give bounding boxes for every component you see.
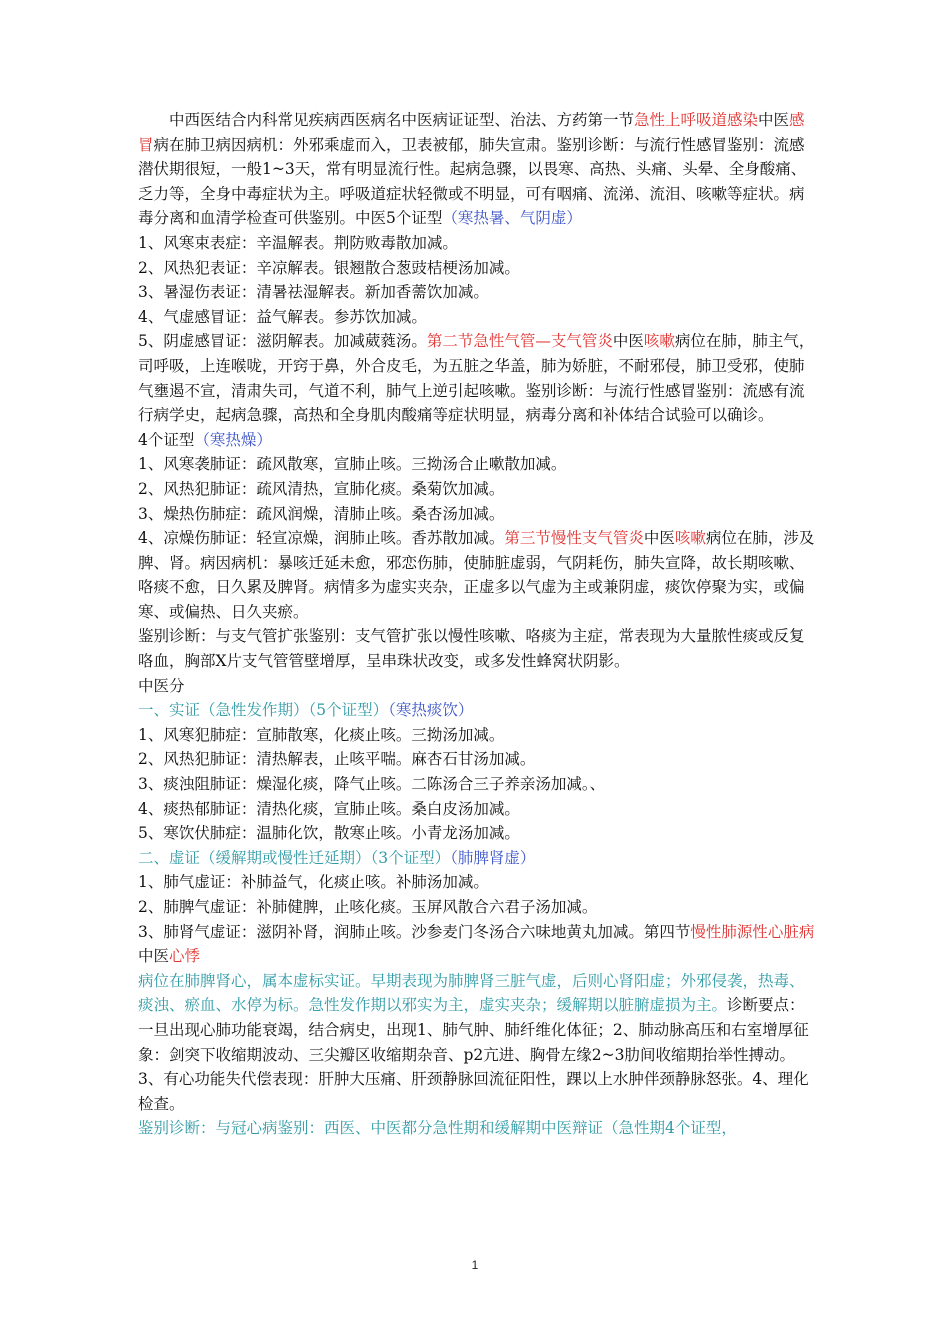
- highlighted-text: 二、虚证（缓解期或慢性迁延期）（3个证型）: [138, 848, 451, 867]
- paragraph: [138, 821, 818, 846]
- body-text: 中医分: [138, 676, 185, 695]
- body-text: 鉴别诊断：与支气管扩张鉴别：支气管扩张以慢性咳嗽、咯痰为主症，常表现为大量脓性痰或反复咯血，胸部X片支气管管壁增厚，呈串珠状改变，或多发性蜂窝状阴影。: [138, 627, 805, 671]
- paragraph: [138, 772, 818, 797]
- body-text: 2、风热犯肺证：清热解表，止咳平喘。麻杏石甘汤加减。: [138, 750, 536, 769]
- body-text: 中医: [643, 529, 675, 548]
- body-text: 1、肺气虚证：补肺益气，化痰止咳。补肺汤加减。: [138, 873, 489, 892]
- highlighted-text: 一、实证（急性发作期）（5个证型）: [138, 701, 389, 720]
- highlighted-text: 咳嗽: [674, 529, 706, 548]
- paragraph: [138, 452, 818, 477]
- body-text: 2、肺脾气虚证：补肺健脾，止咳化痰。玉屏风散合六君子汤加减。: [138, 898, 598, 916]
- paragraph: [138, 477, 818, 502]
- body-text: 1、风寒束表症：辛温解表。荆防败毒散加减。: [138, 233, 458, 252]
- paragraph: [138, 846, 818, 871]
- body-text: 病位在肺，涉及脾、肾。病因病机：暴咳迁延未愈，邪恋伤肺，使肺脏虚弱，气阴耗伤，肺失宣降，故长期咳嗽、咯痰不愈，日久累及脾肾。病情多为虚实夹杂，正虚多以气虚为主或兼阴虚，痰饮停聚为实，或偏寒、或偏热、日久夹瘀。: [138, 529, 815, 621]
- highlighted-text: （肺脾肾虚）: [450, 848, 536, 867]
- paragraph: [138, 723, 818, 748]
- highlighted-text: 第三节慢性支气管炎: [504, 529, 644, 548]
- highlighted-text: 心悸: [169, 947, 201, 966]
- body-text: 1、风寒犯肺症：宣肺散寒，化痰止咳。三拗汤加减。: [138, 725, 505, 744]
- paragraph: [138, 870, 818, 895]
- paragraph: [138, 305, 818, 330]
- body-text: 5、阴虚感冒证：滋阴解表。加减葳蕤汤。: [138, 332, 427, 351]
- paragraph: [138, 747, 818, 772]
- paragraph: [138, 920, 818, 969]
- paragraph: [138, 428, 818, 453]
- body-text: 4、凉燥伤肺证：轻宣凉燥，润肺止咳。香苏散加减。: [138, 529, 505, 548]
- body-text: 2、风热犯表证：辛凉解表。银翘散合葱豉桔梗汤加减。: [138, 258, 520, 277]
- paragraph: [138, 502, 818, 527]
- paragraph: [138, 329, 818, 427]
- body-text: 中医: [758, 111, 790, 129]
- paragraph: [138, 256, 818, 281]
- highlighted-text: 第二节急性气管—支气管炎: [426, 332, 613, 351]
- paragraph: [138, 280, 818, 305]
- body-text: 中医: [612, 332, 644, 351]
- paragraph: [138, 108, 818, 231]
- body-text: 中医: [138, 947, 170, 966]
- paragraph: [138, 526, 818, 624]
- body-text: 4个证型: [138, 430, 195, 449]
- paragraph: [138, 1116, 818, 1141]
- paragraph: [138, 674, 818, 699]
- body-text: 3、肺肾气虚证：滋阴补肾，润肺止咳。沙参麦门冬汤合六味地黄丸加减。第四节: [138, 922, 691, 941]
- paragraph: [138, 797, 818, 822]
- body-text: 病位在肺，肺主气，司呼吸，上连喉咙，开窍于鼻，外合皮毛，为五脏之华盖，肺为娇脏，不耐邪侵，肺卫受邪，使肺气壅遏不宣，清肃失司，气道不利，肺气上逆引起咳嗽。鉴别诊断：与流行性感冒鉴别：流感有流行病学史，起病急骤，高热和全身肌肉酸痛等症状明显，病毒分离和补体结合试验可以确诊。: [138, 332, 815, 425]
- highlighted-text: 慢性肺源性心脏病: [690, 922, 815, 941]
- paragraph: [138, 969, 818, 1117]
- body-text: 病在肺卫病因病机：外邪乘虚而入，卫表被郁，肺失宣肃。鉴别诊断：与流行性感冒鉴别：流感潜伏期很短，一般1~3天，常有明显流行性。起病急骤，以畏寒、高热、头痛、头晕、全身酸痛、乏力等，全身中毒症状为主。呼吸道症状轻微或不明显，可有咽痛、流涕、流泪、咳嗽等症状。病毒分离和血清学检查可供鉴别。中医5个证型: [138, 135, 807, 228]
- highlighted-text: 咳嗽: [643, 332, 675, 351]
- highlighted-text: 感冒: [138, 111, 805, 154]
- highlighted-text: 病位在肺脾肾心，属本虚标实证。早期表现为肺脾肾三脏气虚，后则心肾阳虚；外邪侵袭，热毒、痰浊、瘀血、水停为标。急性发作期以邪实为主，虚实夹杂；缓解期以脏腑虚损为主。: [138, 971, 805, 1015]
- page-number: 1: [471, 1258, 479, 1272]
- body-text: 4、痰热郁肺证：清热化痰，宣肺止咳。桑白皮汤加减。: [138, 799, 520, 818]
- paragraph: [138, 231, 818, 256]
- paragraph: [138, 624, 818, 673]
- body-text: 5、寒饮伏肺症：温肺化饮，散寒止咳。小青龙汤加减。: [138, 824, 520, 843]
- highlighted-text: （寒热痰饮）: [388, 701, 474, 720]
- document-body: [138, 108, 818, 1141]
- body-text: 诊断要点：一旦出现心肺功能衰竭，结合病史，出现1、肺气肿、肺纤维化体征；2、肺动脉高压和右室增厚征象：剑突下收缩期波动、三尖瓣区收缩期杂音、p2亢进、胸骨左缘2~3肋间收缩期抬举性搏动。3、有心功能失代偿表现：肝肿大压痛、肝颈静脉回流征阳性，踝以上水肿伴颈静脉怒张。4、理化检查。: [138, 996, 809, 1113]
- body-text: 4、气虚感冒证：益气解表。参苏饮加减。: [138, 307, 427, 326]
- body-text: 1、风寒袭肺证：疏风散寒，宣肺止咳。三拗汤合止嗽散加减。: [138, 455, 567, 474]
- body-text: 2、风热犯肺证：疏风清热，宣肺化痰。桑菊饮加减。: [138, 479, 505, 498]
- body-text: 3、燥热伤肺症：疏风润燥，清肺止咳。桑杏汤加减。: [138, 504, 505, 523]
- paragraph: [138, 895, 818, 920]
- highlighted-text: 鉴别诊断：与冠心病鉴别：西医、中医都分急性期和缓解期中医辩证（急性期4个证型，: [138, 1119, 737, 1138]
- paragraph: [138, 698, 818, 723]
- body-text: 中西医结合内科常见疾病西医病名中医病证证型、治法、方药第一节: [169, 111, 635, 129]
- highlighted-text: （寒热暑、气阴虚）: [442, 209, 582, 228]
- highlighted-text: （寒热燥）: [194, 430, 272, 449]
- body-text: 3、暑湿伤表证：清暑祛湿解表。新加香薷饮加减。: [138, 283, 489, 302]
- highlighted-text: 急性上呼吸道感染: [634, 111, 759, 129]
- body-text: 3、痰浊阻肺证：燥湿化痰，降气止咳。二陈汤合三子养亲汤加减。、: [138, 775, 606, 794]
